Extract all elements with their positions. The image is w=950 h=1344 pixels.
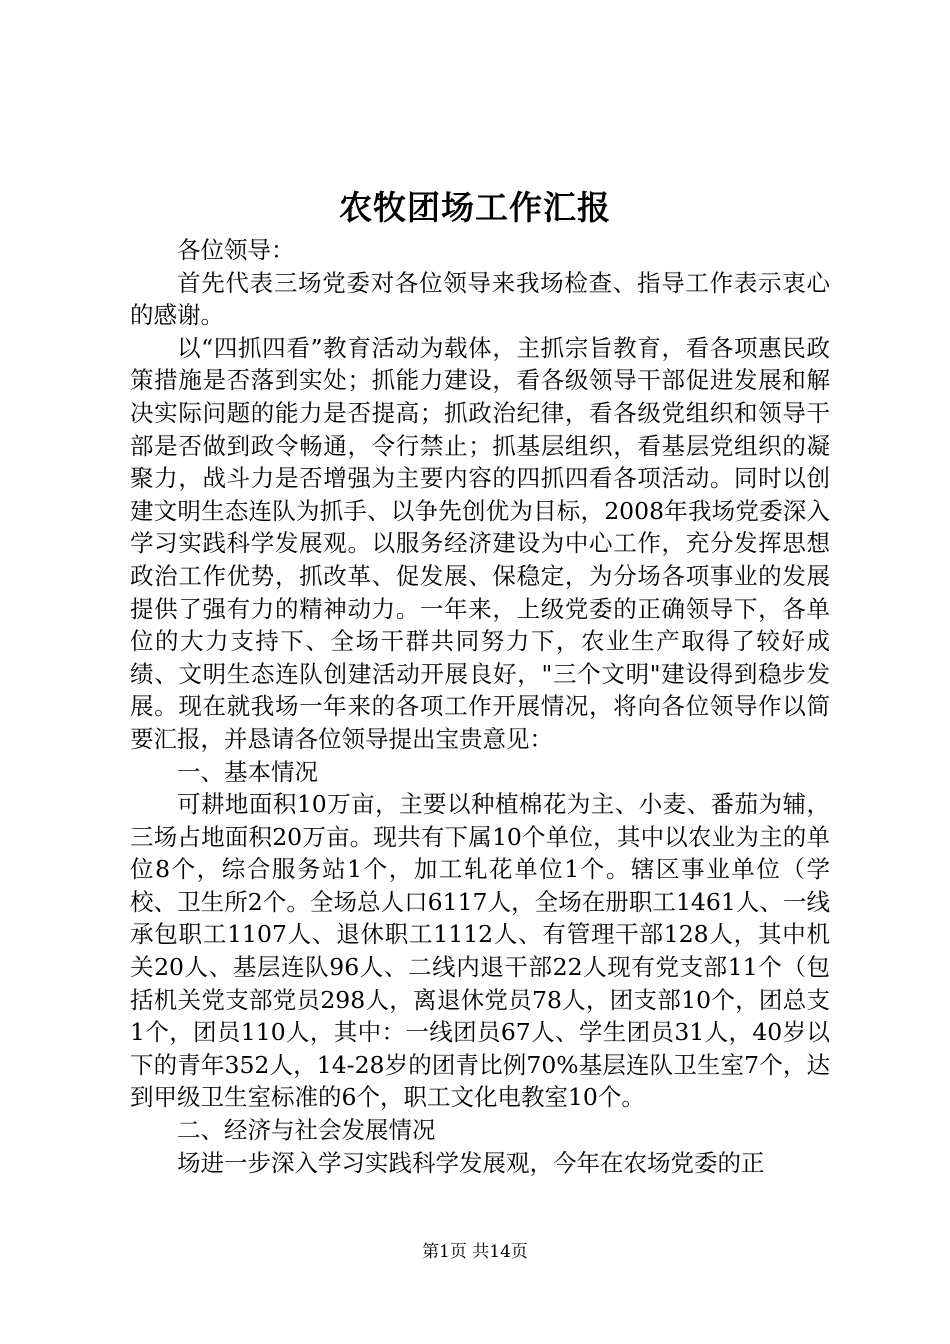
document-body — [130, 234, 830, 1179]
salutation-paragraph: 各位领导： — [177, 236, 295, 264]
page-footer: 第1页 共14页 — [422, 1242, 528, 1262]
thanks-paragraph: 首先代表三场党委对各位领导来我场检查、指导工作表示衷心的感谢。 — [130, 268, 830, 330]
section-heading-basic-info: 一、基本情况 — [177, 757, 318, 786]
overview-paragraph: 以“四抓四看”教育活动为载体，主抓宗旨教育，看各项惠民政策措施是否落到实处；抓能力建设，看各级领导干部促进发展和解决实际问题的能力是否提高；抓政治纪律，看各级党组织和领导干部是否做到政令畅通，令行禁止；抓基层组织，看基层党组织的凝聚力，战斗力是否增强为主要内容的四抓四看各项活动。同时以创建文明生态连队为抓手、以争先创优为目标，2008年我场党委深入学习实践科学发展观。以服务经济建设为中心工作，充分发挥思想政治工作优势，抓改革、促发展、保稳定，为分场各项事业的发展提供了强有力的精神动力。一年来，上级党委的正确领导下，各单位的大力支持下、全场干群共同努力下，农业生产取得了较好成绩、文明生态连队创建活动开展良好，"三个文明"建设得到稳步发展。现在就我场一年来的各项工作开展情况，将向各位领导作以简要汇报，并恳请各位领导提出宝贵意见： — [130, 333, 830, 753]
document-title: 农牧团场工作汇报 — [339, 188, 611, 227]
economic-development-paragraph: 场进一步深入学习实践科学发展观，今年在农场党委的正 — [177, 1148, 765, 1177]
section-heading-economic-development: 二、经济与社会发展情况 — [177, 1116, 436, 1145]
basic-info-paragraph: 可耕地面积10万亩，主要以种植棉花为主、小麦、番茄为辅，三场占地面积20万亩。现共有下属10个单位，其中以农业为主的单位8个，综合服务站1个，加工轧花单位1个。辖区事业单位（学校、卫生所2个。全场总人口6117人，全场在册职工1461人、一线承包职工1107人、退休职工1112人、有管理干部128人，其中机关20人、基层连队96人、二线内退干部22人现有党支部11个（包括机关党支部党员298人，离退休党员78人，团支部10个，团总支1个，团员110人，其中：一线团员67人、学生团员31人，40岁以下的青年352人，14-28岁的团青比例70%基层连队卫生室7个，达到甲级卫生室标准的6个，职工文化电教室10个。 — [130, 790, 830, 1112]
